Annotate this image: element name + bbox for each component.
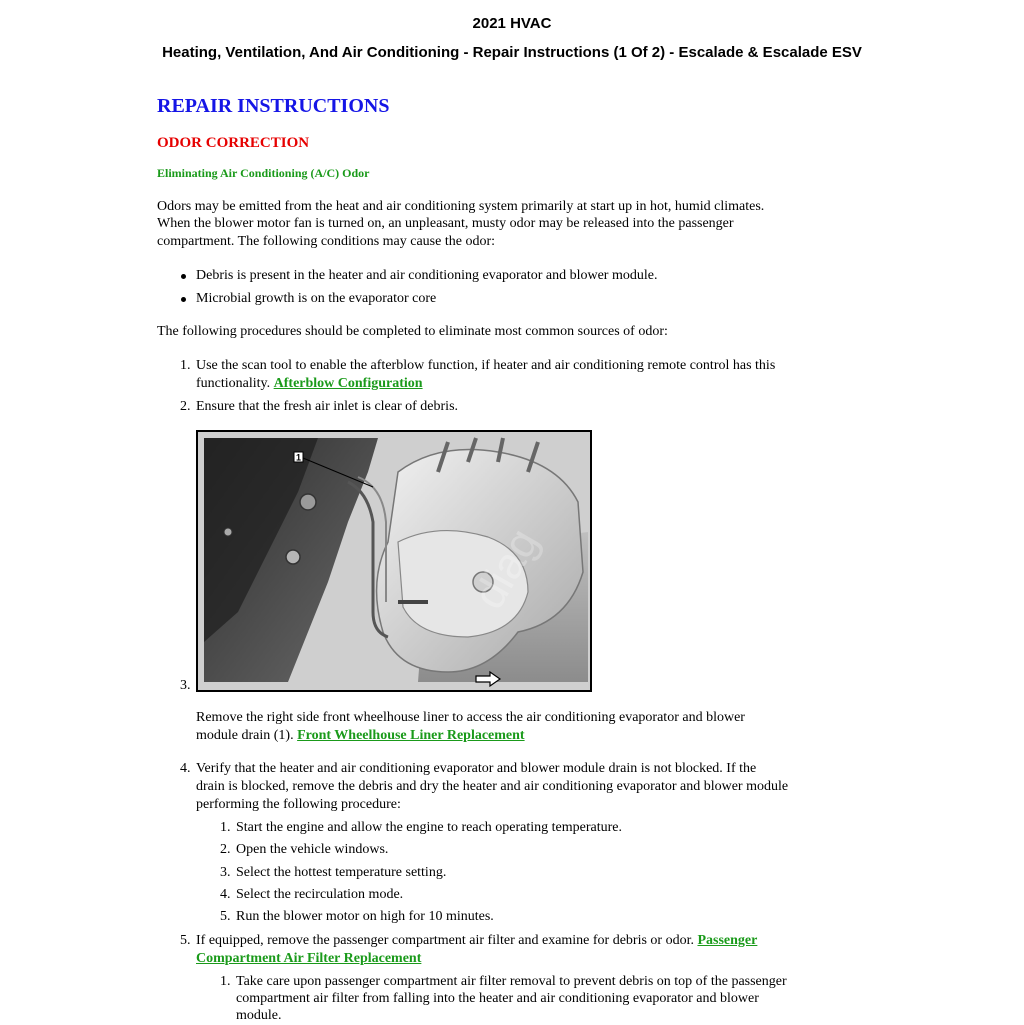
document-title: Heating, Ventilation, And Air Conditioning - Repair Instructions (1 Of 2) - Escalade & Escalade ESV <box>162 44 862 61</box>
afterblow-configuration-link[interactable]: Afterblow Configuration <box>273 376 423 391</box>
step-1-text: functionality. <box>196 376 271 391</box>
step-5-text: If equipped, remove the passenger compartment air filter and examine for debris or odor. <box>196 933 694 948</box>
substep-number: 1. <box>220 974 231 989</box>
step-number: 4. <box>180 761 191 776</box>
step-5-line-1 <box>196 932 757 950</box>
step-3-line-1: Remove the right side front wheelhouse liner to access the air conditioning evaporator and blower <box>196 710 745 725</box>
step-1-line-1: Use the scan tool to enable the afterblow function, if heater and air conditioning remote control has this <box>196 358 776 373</box>
substep-number: 1. <box>220 820 231 835</box>
step-4-line-1: Verify that the heater and air conditioning evaporator and blower module drain is not blocked. If the <box>196 761 757 776</box>
step-1-line-2 <box>196 375 423 393</box>
substep-text: Select the hottest temperature setting. <box>236 865 447 880</box>
step-5-substep-line-3: module. <box>236 1008 282 1023</box>
heading-repair-instructions: REPAIR INSTRUCTIONS <box>157 95 390 117</box>
substep-number: 2. <box>220 842 231 857</box>
step-5-substep-line-1: Take care upon passenger compartment air filter removal to prevent debris on top of the passenger <box>236 974 787 989</box>
passenger-air-filter-link-part1[interactable]: Passenger <box>697 933 758 948</box>
passenger-air-filter-link-part2[interactable]: Compartment Air Filter Replacement <box>196 951 422 966</box>
wheelhouse-drain-illustration <box>196 430 592 692</box>
step-3-line-2 <box>196 727 525 745</box>
document-year-title: 2021 HVAC <box>472 15 552 32</box>
step-4-line-3: performing the following procedure: <box>196 797 401 812</box>
step-number: 2. <box>180 399 191 414</box>
bullet-item-microbial: Microbial growth is on the evaporator core <box>196 291 437 306</box>
intro-line-2: When the blower motor fan is turned on, an unpleasant, musty odor may be released into the passenger <box>157 216 734 231</box>
heading-odor-correction: ODOR CORRECTION <box>157 135 310 151</box>
front-wheelhouse-liner-link[interactable]: Front Wheelhouse Liner Replacement <box>297 728 525 743</box>
substep-number: 5. <box>220 909 231 924</box>
step-number: 5. <box>180 933 191 948</box>
svg-text:diag: diag <box>464 520 549 617</box>
step-5-substep-line-2: compartment air filter from falling into the heater and air conditioning evaporator and blower <box>236 991 759 1006</box>
bullet-dot <box>181 297 186 302</box>
heading-eliminating-odor: Eliminating Air Conditioning (A/C) Odor <box>157 166 370 180</box>
substep-text: Run the blower motor on high for 10 minutes. <box>236 909 494 924</box>
substep-text: Open the vehicle windows. <box>236 842 389 857</box>
substep-text: Select the recirculation mode. <box>236 887 404 902</box>
bullet-dot <box>181 274 186 279</box>
step-number: 3. <box>180 678 191 693</box>
bullet-item-debris: Debris is present in the heater and air conditioning evaporator and blower module. <box>196 268 658 283</box>
intro-line-3: compartment. The following conditions may cause the odor: <box>157 234 495 249</box>
intro-line-1: Odors may be emitted from the heat and air conditioning system primarily at start up in hot, humid climates. <box>157 199 765 214</box>
substep-number: 4. <box>220 887 231 902</box>
procedure-intro: The following procedures should be completed to eliminate most common sources of odor: <box>157 324 668 339</box>
step-4-line-2: drain is blocked, remove the debris and dry the heater and air conditioning evaporator and blower module <box>196 779 789 794</box>
engine-bay-drawing <box>198 432 590 690</box>
substep-number: 3. <box>220 865 231 880</box>
step-3-text: module drain (1). <box>196 728 294 743</box>
step-5-line-2 <box>196 950 421 968</box>
substep-text: Start the engine and allow the engine to reach operating temperature. <box>236 820 623 835</box>
step-2-text: Ensure that the fresh air inlet is clear of debris. <box>196 399 459 414</box>
callout-label: 1 <box>295 452 302 463</box>
step-number: 1. <box>180 358 191 373</box>
